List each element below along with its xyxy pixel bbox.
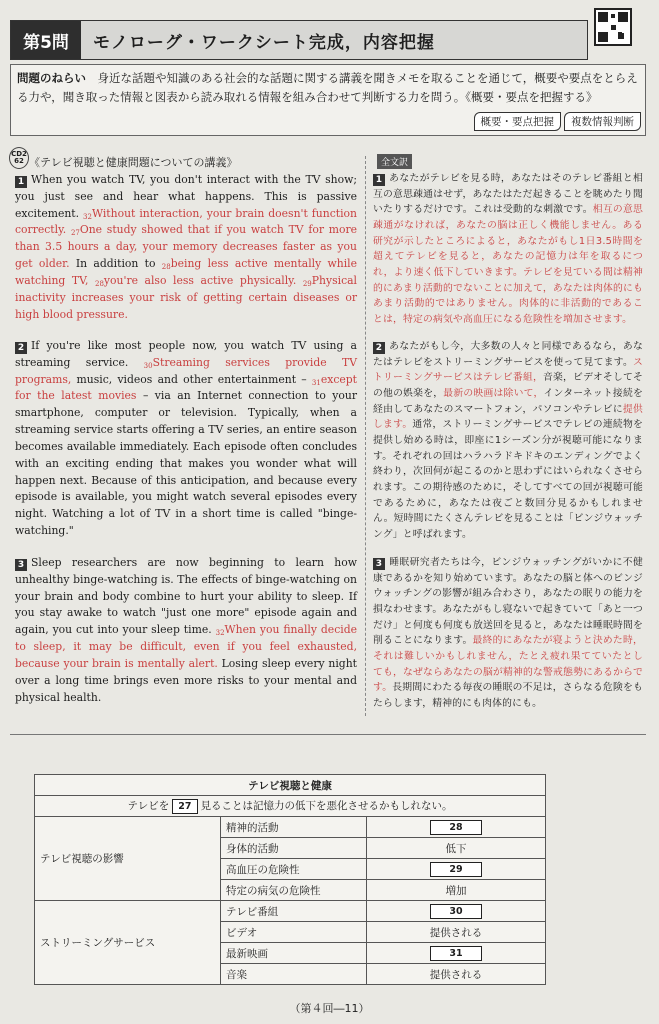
row-item: 最新映画 (221, 943, 367, 964)
english-paragraph-3: 3 Sleep researchers are now beginning to learn how unhealthy binge-watching is. The effects of binge-watching on your brain and body combine to hurt your ability to sleep. If you stay awake to watch "just one more" episode again and again, you cut into your sleep time. $_{32}$When you finally decide to sleep, it may be difficult, even if you feel exhausted, because your brain is mentally alert. Losing sleep every night over a long time brings even more risks to your mental and physical health. (15, 556, 357, 704)
row-item: 高血圧の危険性 (221, 859, 367, 880)
row-value (367, 901, 546, 922)
row-value: 提供される (367, 964, 546, 985)
column-divider (365, 156, 366, 716)
worksheet-table (34, 774, 546, 985)
row-value: 提供される (367, 922, 546, 943)
paragraph-number: 2 (15, 342, 27, 354)
paragraph-number: 1 (373, 174, 385, 186)
cd-track-badge: CD2 62 (9, 147, 29, 169)
aim-box (10, 64, 646, 136)
page-footer: （第４回―11） (289, 1002, 370, 1015)
paragraph-number: 1 (15, 176, 27, 188)
japanese-paragraph-3: 3 睡眠研究者たちは今，ビンジウォッチングがいかに不健康であるかを知り始めています。あなたの脳と体へのビンジウォッチングの影響が組み合わさり，あなたの眠りの能力を損なわせます。あなたがもし寝ないで起きていて「あと一つだけ」と何度も何度も放送回を見ると，あなたは睡眠時間を削ることになります。最終的にあなたが寝ようと決めた時，それは難しいかもしれません，たとえ疲れ果てていたとしても，なぜならあなたの脳が精神的な警戒態勢にあるからです。長期間にわたる毎夜の睡眠の不足は，さらなる危険をもたらします，精神的にも肉体的にも。 (373, 557, 643, 710)
aim-body: 身近な話題や知識のある社会的な話題に関する講義を聞きメモを取ることを通じて，概要や要点をとらえる力や，聞き取った情報と図表から読み取れる情報を組み合わせて判断する力を問う。《概要・要点を把握する》 (17, 71, 638, 104)
section-header (10, 20, 588, 60)
english-paragraph-2: 2 If you're like most people now, you watch TV using a streaming service. $_{30}$Streaming services provide TV programs, music, videos and other entertainment – $_{31}$except for the latest movies – via an Internet connection to your smartphone, computer or television. Typically, when a streaming service starts offering a TV series, an entire season becomes available immediately. Each episode often concludes with an exciting ending that makes you wonder what will happen next. Because of this anticipation, and because every episode is available, you might watch several episodes every night. Watching a lot of TV in a short time is called "binge-watching." (15, 339, 358, 538)
row-item: 精神的活動 (221, 817, 367, 838)
question-number: 第5問 (11, 21, 81, 59)
worksheet-title: テレビ視聴と健康 (35, 775, 546, 796)
answer-blank-31[interactable]: 31 (430, 946, 482, 961)
answer-blank-27[interactable]: 27 (172, 799, 197, 814)
skill-tag: 概要・要点把握 (474, 112, 562, 131)
paragraph-number: 3 (373, 558, 385, 570)
skill-tag: 複数情報判断 (564, 112, 641, 131)
row-value (367, 859, 546, 880)
group-label: ストリーミングサービス (35, 901, 221, 985)
group-label: テレビ視聴の影響 (35, 817, 221, 901)
aim-label: 問題のねらい (17, 71, 86, 85)
answer-blank-29[interactable]: 29 (430, 862, 482, 877)
section-rule (10, 734, 646, 735)
qr-code-icon[interactable] (594, 8, 632, 46)
answer-blank-30[interactable]: 30 (430, 904, 482, 919)
japanese-paragraph-2: 2 あなたがもし今，大多数の人々と同様であるなら，あなたはテレビをストリーミングサービスを使って見てます。ストリーミングサービスはテレビ番組，音楽，ビデオそしてその他の娯楽を，最新の映画は除いて，インターネット接続を経由してあなたのスマートフォン，パソコンやテレビに提供します。通常，ストリーミングサービスでテレビの連続物を提供し始める時は，即座に1シーズン分が視聴可能になります。それぞれの回はハラハラドキドキのエンディングでよく終わり，次回何が起こるのかと思わずにはいられなくさせられます。この期待感のために，そしてすべての回が視聴可能であるために，あなたは夜ごと数回分見るかもしれません。短時間にたくさんテレビを見ることは「ビンジウォッチング」と呼ばれます。 (373, 341, 644, 541)
row-value (367, 943, 546, 964)
lecture-title: 《テレビ視聴と健康問題についての講義》 (29, 156, 238, 169)
paragraph-number: 2 (373, 342, 385, 354)
row-item: 特定の病気の危険性 (221, 880, 367, 901)
row-item: テレビ番組 (221, 901, 367, 922)
english-paragraph-1: 1 When you watch TV, you don't interact with the TV show; you just see and hear what happens. This is passive excitement. $_{32}$Without interaction, your brain doesn't function correctly. $_{27}$One study showed that if you watch TV for more than 3.5 hours a day, your memory decreases faster as you get older. In addition to $_{28}$being less active mentally while watching TV, $_{28}$you're also less active physically. $_{29}$Physical inactivity increases your risk of getting certain diseases or high blood pressure. (15, 173, 358, 321)
skill-tags (474, 112, 642, 131)
japanese-paragraph-1: 1 あなたがテレビを見る時，あなたはそのテレビ番組と相互の意思疎通はせず，あなたはただ起きることを眺めたり聞いたりするだけです。これは受動的な刺激です。相互の意思疎通がなければ，あなたの脳は正しく機能しません。ある研究が示したところによると，あなたがもし1日3.5時間を超えてテレビを見ると，あなたの記憶力は年を取るにつれ，より速く低下していきます。テレビを見ている間は精神的にあまり活動的でないことに加えて，あなたは肉体的にもあまり活動的ではありません。肉体的に非活動的であることは，特定の病気や高血圧になる危険性を増加させます。 (373, 173, 644, 326)
row-value (367, 817, 546, 838)
translation-label: 全文訳 (377, 154, 412, 169)
row-item: ビデオ (221, 922, 367, 943)
question-title: モノローグ・ワークシート完成，内容把握 (93, 32, 435, 53)
row-item: 身体的活動 (221, 838, 367, 859)
paragraph-number: 3 (15, 559, 27, 571)
row-item: 音楽 (221, 964, 367, 985)
aim-text (17, 69, 639, 107)
row-value: 増加 (367, 880, 546, 901)
worksheet-sentence: テレビを 27 見ることは記憶力の低下を悪化させるかもしれない。 (35, 796, 546, 817)
row-value: 低下 (367, 838, 546, 859)
answer-blank-28[interactable]: 28 (430, 820, 482, 835)
